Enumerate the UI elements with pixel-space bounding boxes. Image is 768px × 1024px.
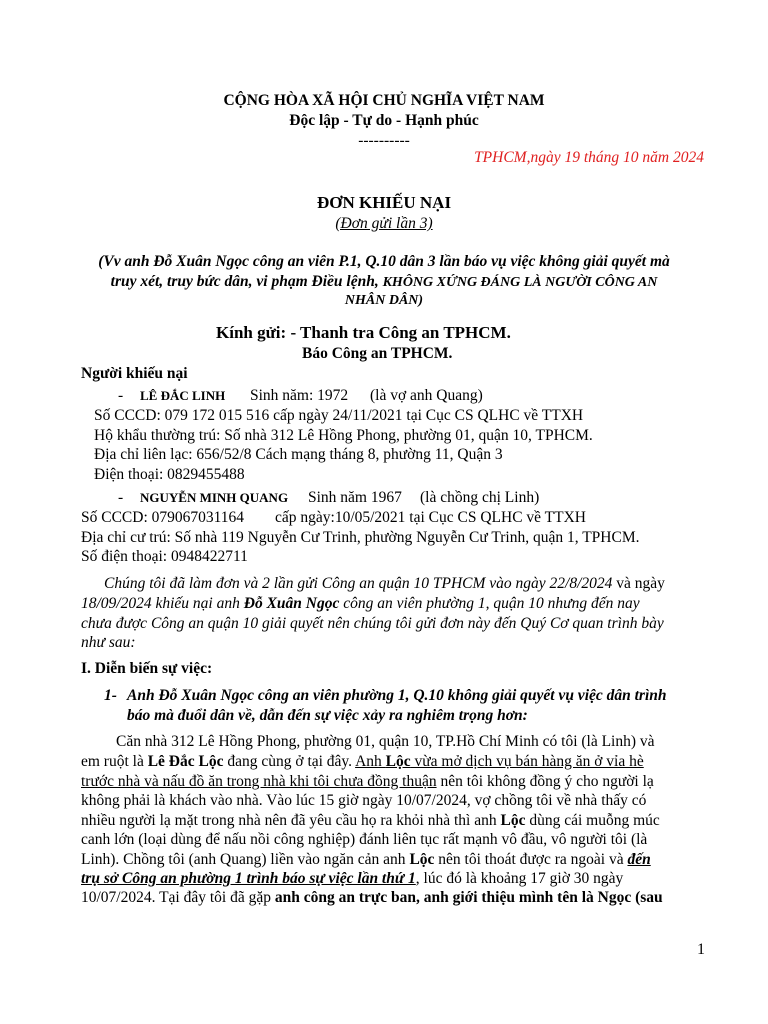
- intro-line-4: như sau:: [81, 634, 136, 651]
- intro-line-2: [81, 594, 640, 614]
- person2-residence: Địa chỉ cư trú: Số nhà 119 Nguyễn Cư Trinh, phường Nguyễn Cư Trinh, quận 1, TPHCM.: [81, 529, 640, 546]
- complainants-heading: Người khiếu nại: [81, 365, 188, 382]
- section-1-item-line-1: Anh Đỗ Xuân Ngọc công an viên phường 1, Q.10 không giải quyết vụ việc dân trình: [127, 687, 667, 704]
- body-line-5: [81, 811, 660, 831]
- nation-heading: CỘNG HÒA XÃ HỘI CHỦ NGHĨA VIỆT NAM: [223, 92, 545, 109]
- document-subtitle: (Đơn gửi lần 3): [335, 215, 433, 232]
- intro-line-1a: Chúng tôi đã làm đơn và 2 lần gửi Công an quận 10 TPHCM vào ngày 22/8/2024: [104, 575, 613, 592]
- body-line-9a: 10/07/2024. Tại đây tôi đã gặp: [81, 889, 275, 906]
- body-line-2d: Anh: [355, 753, 386, 770]
- document-title: ĐƠN KHIẾU NẠI: [316, 193, 452, 212]
- body-line-2a: em ruột là: [81, 753, 148, 770]
- intro-line-1b: và ngày: [612, 575, 665, 592]
- person1-contact: Địa chỉ liên lạc: 656/52/8 Cách mạng tháng 8, phường 11, Quận 3: [94, 446, 503, 463]
- body-line-8b: , lúc đó là khoảng 17 giờ 30 ngày: [415, 870, 624, 887]
- body-line-5c: dùng cái muỗng múc: [525, 812, 660, 829]
- intro-line-3: chưa được Công an quận 10 giải quyết nên chúng tôi gửi đơn này đến Quý Cơ quan trình bày: [81, 615, 664, 632]
- person2-relation: (là chồng chị Linh): [420, 489, 540, 506]
- body-line-8: [81, 869, 623, 889]
- body-line-9b: anh công an trực ban, anh giới thiệu mình tên là Ngọc (sau: [274, 889, 663, 906]
- body-line-6: canh lớn (loại dùng để nấu nồi công nghiệp) đánh liên tục rất mạnh vô đầu, vô người tôi (là: [81, 831, 648, 848]
- person1-bullet: -: [118, 387, 124, 404]
- person1-residence: Hộ khẩu thường trú: Số nhà 312 Lê Hồng Phong, phường 01, quận 10, TPHCM.: [94, 427, 593, 444]
- section-1-item-line-2: báo mà đuổi dân về, dẫn đến sự việc xảy ra nghiêm trọng hơn:: [127, 707, 528, 724]
- person2-bullet: -: [118, 489, 124, 506]
- body-line-3b: nên tôi không đồng ý cho người lạ: [436, 773, 654, 790]
- body-line-3a: trước nhà và nấu đồ ăn trong nhà khi tôi chưa đồng thuận: [81, 773, 437, 790]
- body-line-7c: nên tôi thoát được ra ngoài và: [434, 851, 628, 868]
- page-number: 1: [697, 941, 705, 958]
- body-line-1: Căn nhà 312 Lê Hồng Phong, phường 01, quận 10, TP.Hồ Chí Minh có tôi (là Linh) và: [116, 733, 655, 750]
- intro-line-2a: 18/09/2024 khiếu nại anh: [81, 595, 244, 612]
- body-line-7b: Lộc: [409, 851, 435, 868]
- intro-line-2c: công an viên phường 1, quận 10 nhưng đến nay: [339, 595, 640, 612]
- body-line-2e: Lộc: [385, 753, 411, 770]
- body-line-2f: vừa mở dịch vụ bán hàng ăn ở vỉa hè: [410, 753, 644, 770]
- subject-line-2b: KHÔNG XỨNG ĐÁNG LÀ NGƯỜI CÔNG AN: [382, 275, 658, 290]
- person1-relation: (là vợ anh Quang): [370, 387, 483, 404]
- recipient-line-1: Kính gửi: - Thanh tra Công an TPHCM.: [216, 323, 511, 342]
- date-text: ngày 19 tháng 10 năm 2024: [530, 149, 704, 166]
- person1-birth: Sinh năm: 1972: [250, 387, 349, 404]
- recipient-line-2: Báo Công an TPHCM.: [302, 345, 453, 362]
- body-line-7: [81, 850, 651, 870]
- person2-phone: Số điện thoại: 0948422711: [81, 548, 248, 565]
- body-line-8a: trụ sở Công an phường 1 trình báo sự việc lần thứ 1: [81, 870, 416, 887]
- header-divider: ----------: [358, 132, 410, 149]
- person1-phone: Điện thoại: 0829455488: [94, 466, 245, 483]
- body-line-4: không phải là khách vào nhà. Vào lúc 15 giờ ngày 10/07/2024, vợ chồng tôi về nhà thấy có: [81, 792, 647, 809]
- person2-name: NGUYỄN MINH QUANG: [140, 490, 289, 505]
- person1-name: LÊ ĐẮC LINH: [140, 388, 226, 403]
- section-1-heading: I. Diễn biến sự việc:: [81, 660, 213, 677]
- body-line-9: [81, 888, 663, 908]
- intro-line-1: [104, 574, 665, 594]
- subject-line-1: (Vv anh Đỗ Xuân Ngọc công an viên P.1, Q.10 dân 3 lần báo vụ việc không giải quyết mà: [98, 253, 670, 270]
- section-1-item-number: 1-: [104, 687, 117, 704]
- person1-id: Số CCCD: 079 172 015 516 cấp ngày 24/11/2021 tại Cục CS QLHC về TTXH: [94, 407, 584, 424]
- date-place: TPHCM,: [474, 149, 531, 166]
- subject-line-2: [0, 272, 768, 293]
- body-line-7a: Linh). Chồng tôi (anh Quang) liền vào ngăn cản anh: [81, 851, 410, 868]
- body-line-2: [81, 752, 644, 772]
- body-line-2c: đang cùng ở tại đây.: [223, 753, 356, 770]
- body-line-5a: nhiều người lạ mặt trong nhà nên đã yêu cầu họ ra khỏi nhà thì anh: [81, 812, 501, 829]
- motto: Độc lập - Tự do - Hạnh phúc: [289, 112, 479, 129]
- subject-line-3: NHÂN DÂN): [344, 293, 424, 308]
- person2-id-issued: cấp ngày:10/05/2021 tại Cục CS QLHC về TTXH: [275, 509, 586, 526]
- date-line: [474, 148, 704, 168]
- person2-birth: Sinh năm 1967: [308, 489, 402, 506]
- body-line-3: [81, 772, 654, 792]
- person2-id: Số CCCD: 079067031164: [81, 509, 245, 526]
- subject-line-2a: truy xét, truy bức dân, vi phạm Điều lệnh,: [110, 273, 383, 290]
- body-line-7d: đến: [627, 851, 651, 868]
- body-line-5b: Lộc: [500, 812, 526, 829]
- body-line-2b: Lê Đắc Lộc: [147, 753, 224, 770]
- intro-line-2b: Đỗ Xuân Ngọc: [243, 595, 340, 612]
